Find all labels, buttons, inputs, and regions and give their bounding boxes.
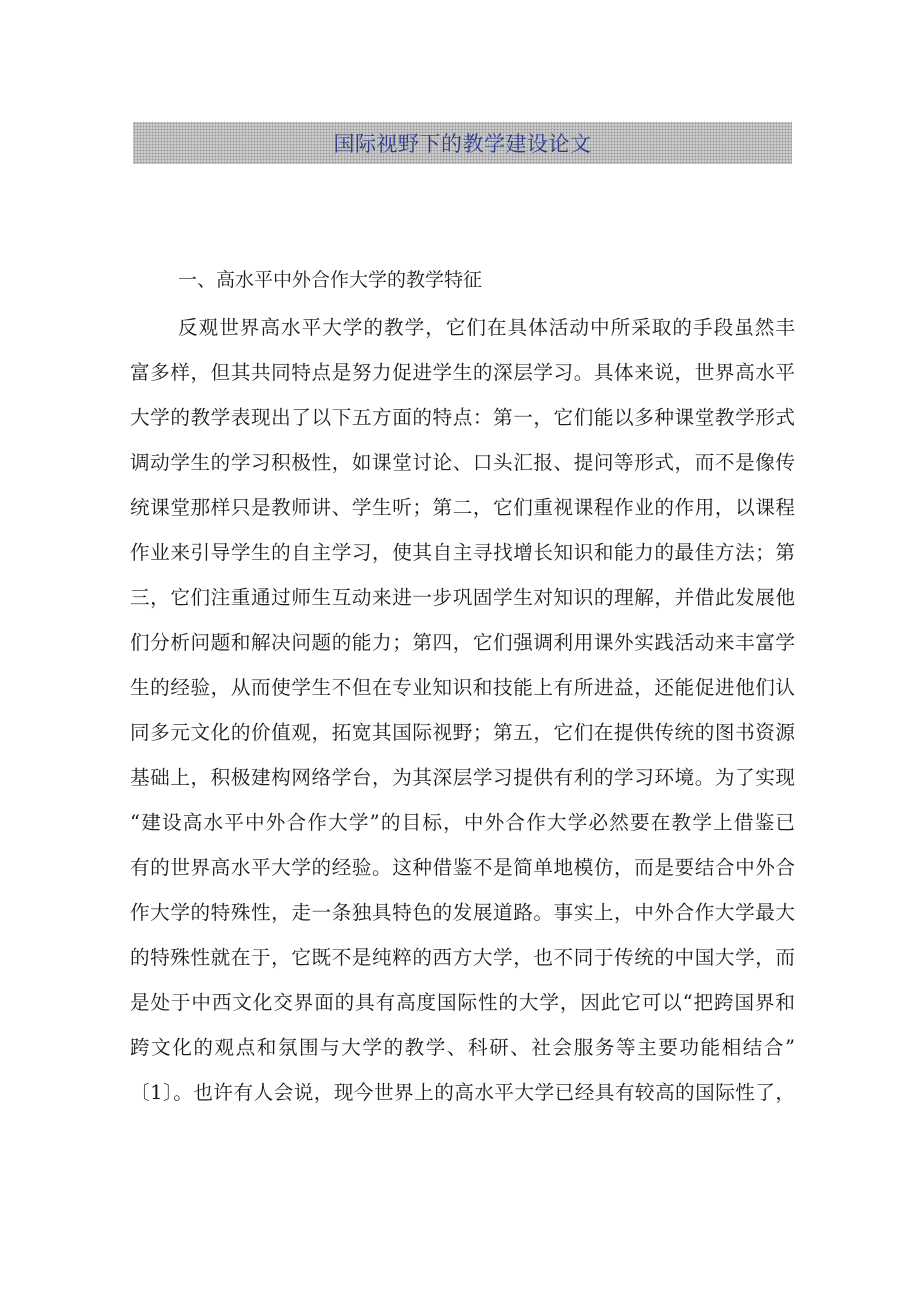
paragraph-line: 作业来引导学生的自主学习，使其自主寻找增长知识和能力的最佳方法；第 <box>130 541 795 564</box>
paragraph-line: 调动学生的学习积极性，如课堂讨论、口头汇报、提问等形式，而不是像传 <box>130 451 795 474</box>
paragraph-line: 们分析问题和解决问题的能力；第四，它们强调利用课外实践活动来丰富学 <box>130 631 795 654</box>
paragraph-line: 跨文化的观点和氛围与大学的教学、科研、社会服务等主要功能相结合” <box>130 1036 795 1059</box>
paragraph-line: 反观世界高水平大学的教学，它们在具体活动中所采取的手段虽然丰 <box>178 316 795 339</box>
document-title: 国际视野下的教学建设论文 <box>333 132 592 156</box>
paragraph-line: 有的世界高水平大学的经验。这种借鉴不是简单地模仿，而是要结合中外合 <box>130 856 795 879</box>
paragraph-line: 大学的教学表现出了以下五方面的特点：第一，它们能以多种课堂教学形式 <box>130 406 795 429</box>
paragraph-line: 作大学的特殊性，走一条独具特色的发展道路。事实上，中外合作大学最大 <box>130 901 795 924</box>
paragraph-line: 统课堂那样只是教师讲、学生听；第二，它们重视课程作业的作用，以课程 <box>130 496 795 519</box>
paragraph-line: 生的经验，从而使学生不但在专业知识和技能上有所进益，还能促进他们认 <box>130 676 795 699</box>
paragraph-line: 的特殊性就在于，它既不是纯粹的西方大学，也不同于传统的中国大学，而 <box>130 946 795 969</box>
paragraph-line: 基础上，积极建构网络学台，为其深层学习提供有利的学习环境。为了实现 <box>130 766 795 789</box>
paragraph-line: 是处于中西文化交界面的具有高度国际性的大学，因此它可以“把跨国界和 <box>130 991 795 1014</box>
paragraph-line: 富多样，但其共同特点是努力促进学生的深层学习。具体来说，世界高水平 <box>130 361 795 384</box>
paragraph-line: 三，它们注重通过师生互动来进一步巩固学生对知识的理解，并借此发展他 <box>130 586 795 609</box>
title-banner <box>133 122 792 164</box>
paragraph-line: 同多元文化的价值观，拓宽其国际视野；第五，它们在提供传统的图书资源 <box>130 721 795 744</box>
body-paragraph <box>130 305 795 1115</box>
paragraph-line: “建设高水平中外合作大学”的目标，中外合作大学必然要在教学上借鉴已 <box>130 811 795 834</box>
section-heading: 一、高水平中外合作大学的教学特征 <box>178 269 483 291</box>
paragraph-line: 〔1〕。也许有人会说，现今世界上的高水平大学已经具有较高的国际性了， <box>130 1081 795 1104</box>
